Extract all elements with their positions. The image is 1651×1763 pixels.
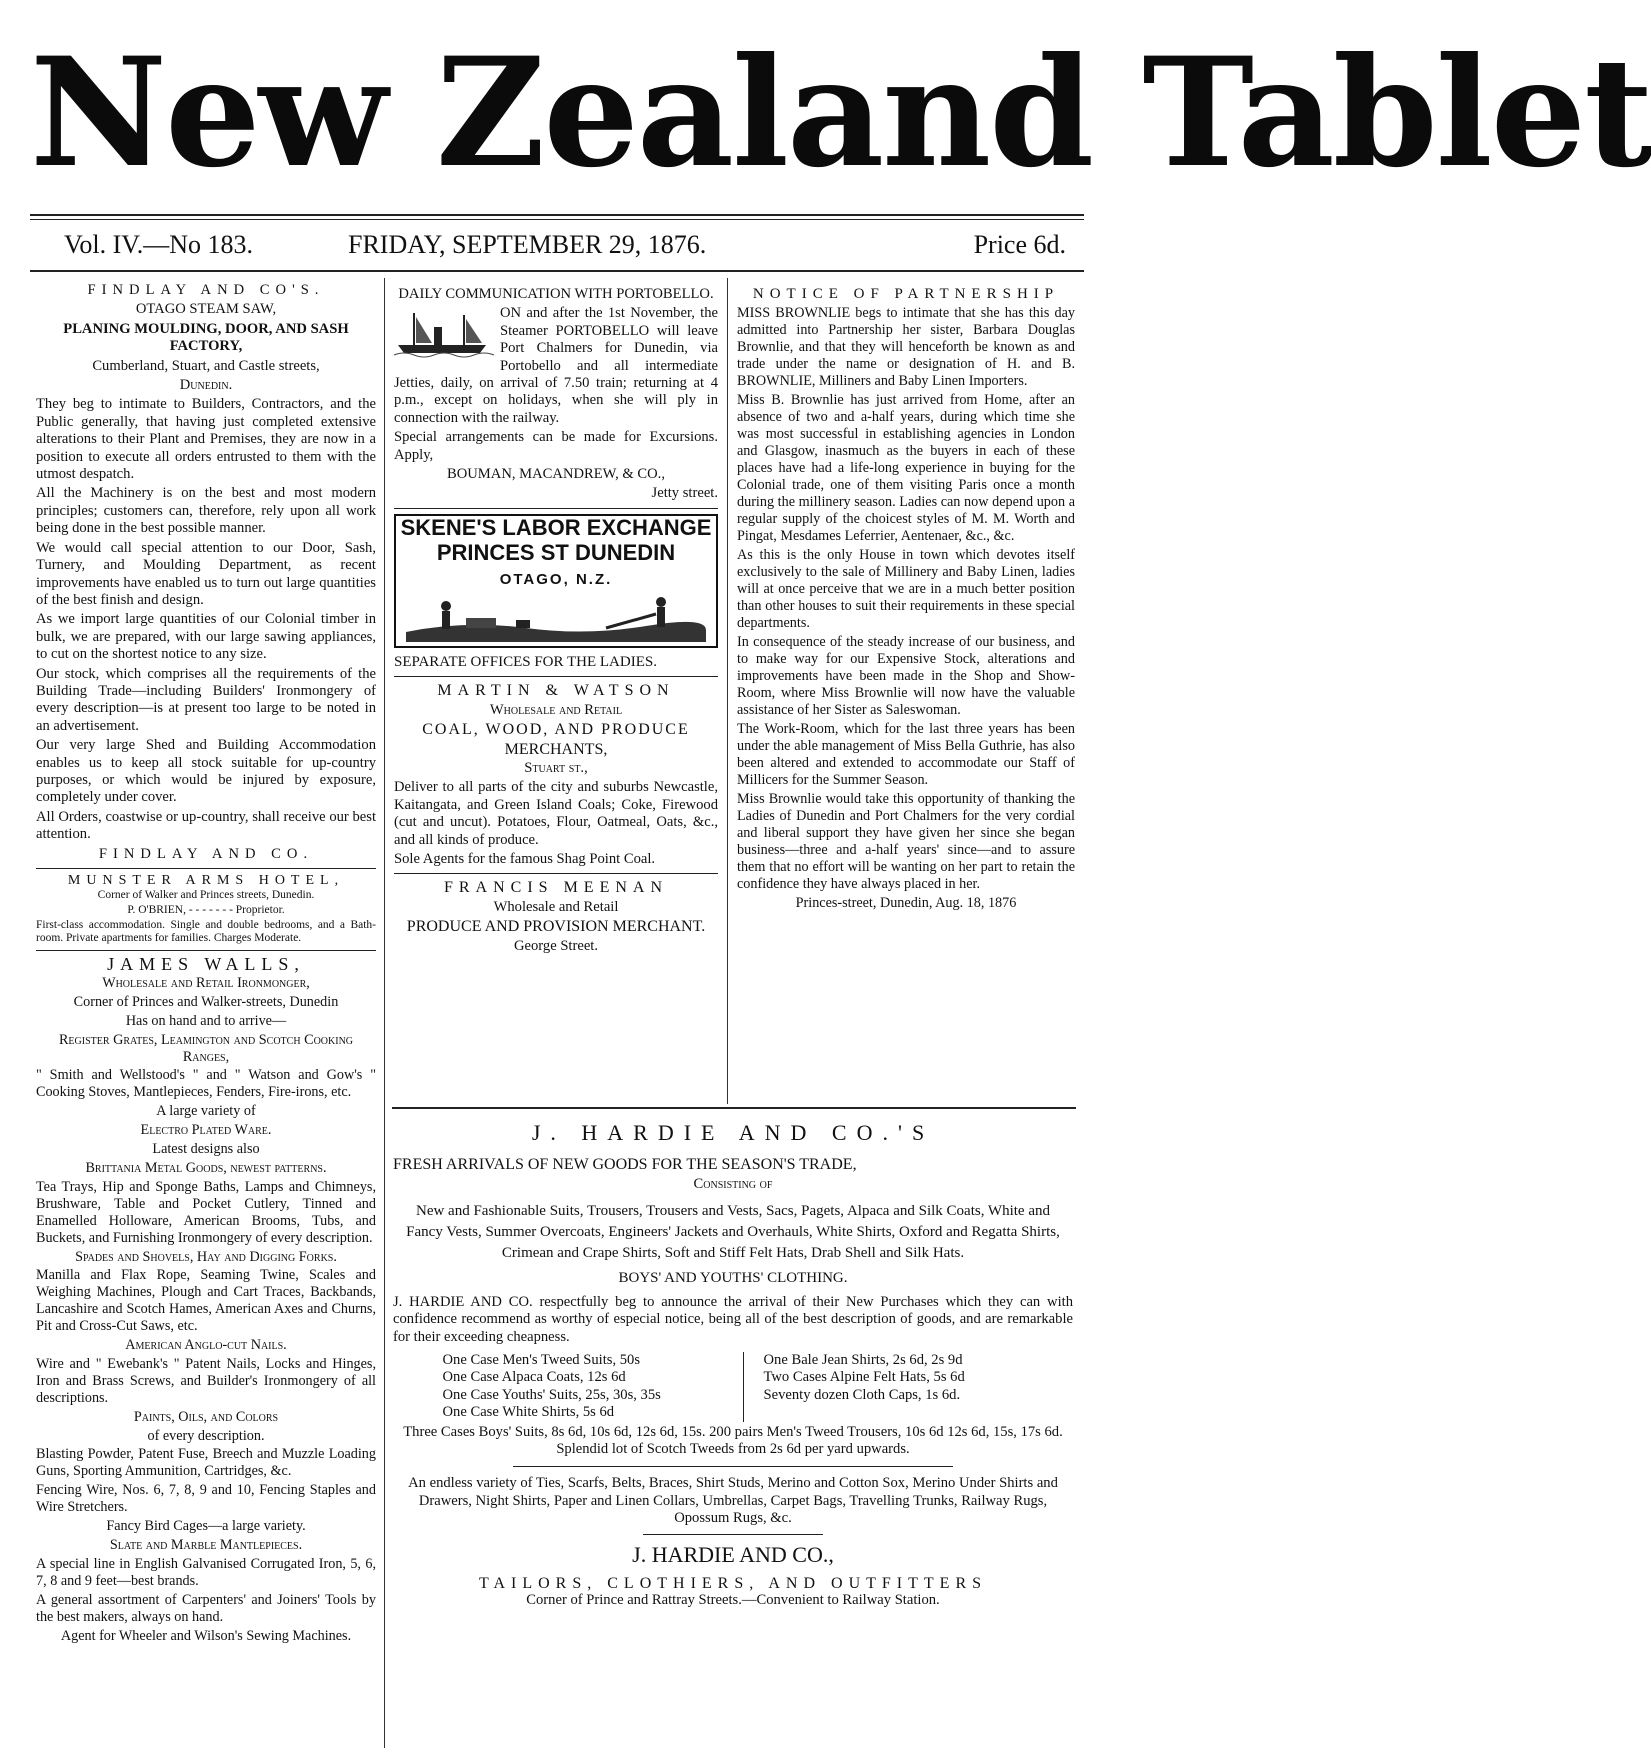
masthead-rule-thin [30,219,1084,220]
portobello-body: Special arrangements can be made for Excursions. Apply, [394,429,718,463]
column-divider [727,278,728,1104]
walls-line: Has on hand and to arrive— [125,1012,287,1029]
findlay-paragraph: All Orders, coastwise or up-country, shall receive our best attention. [36,808,376,843]
martin-line: COAL, WOOD, AND PRODUCE [422,721,690,739]
meenan-advert [394,879,718,955]
walls-line: of every description. [147,1427,265,1444]
divider [394,508,718,509]
divider [513,1466,953,1467]
findlay-city: Dunedin. [179,377,233,394]
divider [394,873,718,874]
portobello-signature: BOUMAN, MACANDREW, & CO., [447,466,665,483]
brownlie-signature: Princes-street, Dunedin, Aug. 18, 1876 [795,895,1017,911]
walls-line: Spades and Shovels, Hay and Digging Forks. [75,1248,337,1265]
hardie-address: Corner of Prince and Rattray Streets.—Convenient to Railway Station. [526,1592,940,1609]
martin-heading: MARTIN & WATSON [437,682,675,700]
martin-line: MERCHANTS, [504,740,608,758]
walls-line: Fencing Wire, Nos. 6, 7, 8, 9 and 10, Fencing Staples and Wire Stretchers. [36,1482,376,1516]
hardie-price-list-right [744,1352,1024,1422]
hardie-consisting: Consisting of [693,1176,773,1192]
findlay-heading: FINDLAY AND CO'S. [87,282,325,298]
walls-line: A special line in English Galvanised Corrugated Iron, 5, 6, 7, 8 and 9 feet—best brands. [36,1555,376,1589]
hardie-signature: J. HARDIE AND CO., [632,1541,834,1567]
section-rule [392,1107,1076,1109]
divider [643,1534,823,1535]
masthead-rule [30,214,1084,216]
martin-body: Deliver to all parts of the city and suburbs Newcastle, Kaitangata, and Green Island Coals; Coke, Firewood (cut and uncut). Potatoes, Flour, Oatmeal, Oats, &c., and all kinds of produce. [394,779,718,848]
findlay-sub1: OTAGO STEAM SAW, [135,301,277,318]
munster-line: P. O'BRIEN, - - - - - - - Proprietor. [127,904,285,916]
munster-advert [36,874,376,945]
walls-heading: JAMES WALLS, [107,954,305,974]
martin-advert [394,682,718,868]
portobello-advert [394,286,718,503]
brownlie-paragraph: Miss B. Brownlie has just arrived from Home, after an absence of two and a-half years, during which time she was most successful in establishing agencies in London and Glasgow, inasmuch as the buyers in each of these places have had a life-long experience in buying for the Colonial trade, one of them visiting Paris once a month during the millinery season. Ladies can now depend upon a regular supply of the choicest styles of M. M. Worth and Pingat, Mesdames Leferrier, Aentenaer, &c., &c. [737,392,1075,544]
hardie-announcement: J. HARDIE AND CO. respectfully beg to announce the arrival of their New Purchases which they can with confidence recommend as worthy of especial notice, being all of the best description of goods, and are remarkable for their exceeding cheapness. [393,1293,1073,1345]
findlay-paragraph: They beg to intimate to Builders, Contractors, and the Public generally, that having just completed extensive alterations to their Plant and Premises, they are now in a position to execute all orders entrusted to them with the utmost despatch. [36,396,376,483]
portobello-heading: DAILY COMMUNICATION WITH PORTOBELLO. [398,286,714,302]
meenan-line: George Street. [513,937,599,954]
findlay-paragraph: We would call special attention to our Door, Sash, Turnery, and Moulding Department, as recent improvements have enabled us to turn out large quantities of the best finish and design. [36,539,376,608]
walls-line: Electro Plated Ware. [140,1122,272,1139]
skene-offices: SEPARATE OFFICES FOR THE LADIES. [394,653,657,670]
column-left [36,282,376,1646]
munster-heading: MUNSTER ARMS HOTEL, [67,873,345,888]
findlay-advert [36,282,376,863]
hardie-boys-suits: Three Cases Boys' Suits, 8s 6d, 10s 6d, 12s 6d, 15s. 200 pairs Men's Tweed Trousers, 10s 6d 12s 6d, 15s, 17s 6d. Splendid lot of Scotch Tweeds from 2s 6d per yard upwards. [403,1423,1063,1458]
findlay-signature: FINDLAY AND CO. [98,845,314,862]
divider [394,676,718,677]
price-item: Seventy dozen Cloth Caps, 1s 6d. [763,1386,961,1403]
hardie-boys-heading: BOYS' AND YOUTHS' CLOTHING. [618,1270,848,1287]
portobello-signature: Jetty street. [651,485,718,502]
walls-line: Manilla and Flax Rope, Seaming Twine, Scales and Weighing Machines, Plough and Cart Traces, Backbands, Lancashire and Scotch Hames, American Axes and Churns, Pit and Cross-Cut Saws, etc. [36,1267,376,1335]
masthead-title: New Zealand Tablet [30,25,1651,201]
findlay-paragraph: Our very large Shed and Building Accommodation enables us to keep all stock suitable for up-country purposes, or which would be injured by exposure, completely under cover. [36,737,376,806]
skene-title: SKENE'S LABOR EXCHANGE [400,514,712,540]
brownlie-heading: NOTICE OF PARTNERSHIP [752,286,1060,302]
walls-line: Slate and Marble Mantlepieces. [109,1537,303,1553]
brownlie-paragraph: The Work-Room, which for the last three years has been under the able management of Miss Bella Guthrie, has also been altered and extended to accommodate our Staff of Millicers for the Summer Season. [737,721,1075,788]
walls-line: Tea Trays, Hip and Sponge Baths, Lamps and Chimneys, Brushware, Table and Pocket Cutlery, Tinned and Enamelled Holloware, American Brooms, Tubs, and Buckets, and Furnishing Ironmongery of every description. [36,1178,376,1246]
brownlie-paragraph: As this is the only House in town which devotes itself exclusively to the sale of Millinery and Baby Linen, ladies will at once perceive that we are in a much better position than other houses to suit their requirements in these special departments. [737,547,1075,631]
walls-line: Brittania Metal Goods, newest patterns. [85,1159,327,1176]
column-divider [384,278,385,1748]
walls-line: " Smith and Wellstood's " and " Watson and Gow's " Cooking Stoves, Mantlepieces, Fenders, Fire-irons, etc. [36,1067,376,1101]
brownlie-paragraph: MISS BROWNLIE begs to intimate that she has this day admitted into Partnership her sister, Barbara Douglas Brownlie, and that they will henceforth be known as and trade under the name or designation of H. and B. BROWNLIE, Milliners and Baby Linen Importers. [737,305,1075,389]
dateline-rule [30,270,1084,272]
meenan-sub: Wholesale and Retail [493,898,619,915]
column-middle [394,286,718,957]
volume-number: Vol. IV.—No 183. [64,230,254,259]
walls-line: A general assortment of Carpenters' and Joiners' Tools by the best makers, always on hand. [36,1591,376,1625]
price-item: Two Cases Alpine Felt Hats, 5s 6d [763,1369,965,1386]
walls-line: Corner of Princes and Walker-streets, Dunedin [73,993,339,1010]
meenan-line: PRODUCE AND PROVISION MERCHANT. [406,918,706,936]
hardie-endless-variety: An endless variety of Ties, Scarfs, Belts, Braces, Shirt Studs, Merino and Cotton Sox, Merino Under Shirts and Drawers, Night Shirts, Paper and Linen Collars, Umbrellas, Carpet Bags, Travelling Trunks, Railway Rugs, Opossum Rugs, &c. [408,1475,1058,1527]
martin-sub: Wholesale and Retail [489,701,623,718]
walls-line: American Anglo-cut Nails. [125,1337,287,1354]
martin-body: Sole Agents for the famous Shag Point Coal. [394,850,656,867]
findlay-paragraph: All the Machinery is on the best and most modern principles; customers can, therefore, rely upon all work being done in the best possible manner. [36,485,376,537]
findlay-paragraph: As we import large quantities of our Colonial timber in bulk, we are prepared, with our large sawing appliances, to cut on the shortest notice to any size. [36,611,376,663]
walls-line: Wire and " Ewebank's " Patent Nails, Locks and Hinges, Iron and Brass Screws, and Builder's Ironmongery of all descriptions. [36,1355,376,1406]
meenan-heading: FRANCIS MEENAN [443,879,668,897]
findlay-address: Cumberland, Stuart, and Castle streets, [92,357,320,374]
hardie-goods-list: New and Fashionable Suits, Trousers, Trousers and Vests, Sacs, Pagets, Alpaca and Silk Coats, White and Fancy Vests, Summer Overcoats, Engineers' Jackets and Overhauls, White Shirts, Oxford and Regatta Shirts, Crimean and Crape Shirts, Soft and Stiff Felt Hats, Drab Shell and Silk Hats. [406,1203,1060,1262]
walls-line: A large variety of [156,1103,256,1120]
divider [36,868,376,869]
walls-line: Wholesale and Retail Ironmonger, [102,974,310,991]
hardie-price-list-left [443,1352,744,1422]
skene-street: PRINCES ST DUNEDIN [436,539,676,565]
hardie-heading: J. HARDIE AND CO.'S [531,1120,935,1145]
divider [36,950,376,951]
hardie-advert [393,1118,1073,1610]
skene-banner [394,514,718,648]
price-item: One Case White Shirts, 5s 6d [442,1404,615,1421]
munster-line: Corner of Walker and Princes streets, Dunedin. [97,889,315,901]
findlay-paragraph: Our stock, which comprises all the requirements of the Building Trade—including Builders' Ironmongery of every description—is at present too large to be noted in an advertisement. [36,665,376,734]
issue-date: FRIDAY, SEPTEMBER 29, 1876. [348,230,707,259]
walls-line: Fancy Bird Cages—a large variety. [106,1518,306,1535]
hardie-trade: TAILORS, CLOTHIERS, AND OUTFITTERS [478,1574,988,1592]
walls-advert [36,956,376,1644]
issue-price: Price 6d. [973,230,1066,259]
masthead [30,18,1651,208]
findlay-sub2: PLANING MOULDING, DOOR, AND SASH FACTORY, [63,320,349,355]
munster-line: First-class accommodation. Single and double bedrooms, and a Bath-room. Private apartments for families. Charges Moderate. [36,919,376,944]
skene-location: OTAGO, N.Z. [499,570,613,588]
hardie-fresh-arrivals: FRESH ARRIVALS OF NEW GOODS FOR THE SEASON'S TRADE, [393,1156,857,1173]
brownlie-paragraph: Miss Brownlie would take this opportunity of thanking the Ladies of Dunedin and Port Chalmers for the very cordial and liberal support they have given her since she began business—three and a-half years' since—and to assure them that no effort will be wanting on her part to retain the confidence they have always placed in her. [737,791,1075,892]
column-right [737,286,1075,914]
portobello-body: ON and after the 1st November, the Steamer PORTOBELLO will leave Port Chalmers for Dunedin, via Portobello and all intermediate Jetties, daily, on arrival of 7.50 train; returning at 4 p.m., except on holidays, when she will ply in connection with the railway. [394,305,718,426]
skene-advert [394,514,718,671]
price-item: One Bale Jean Shirts, 2s 6d, 2s 9d [763,1352,963,1369]
labor-scene-illustration [406,592,706,642]
walls-line: Blasting Powder, Patent Fuse, Breech and Muzzle Loading Guns, Sporting Ammunition, Cartridges, &c. [36,1446,376,1480]
dateline [40,230,1074,266]
hardie-price-list [393,1352,1073,1422]
steamer-illustration [394,307,494,359]
walls-line: Register Grates, Leamington and Scotch Cooking Ranges, [58,1031,354,1065]
walls-line: Agent for Wheeler and Wilson's Sewing Machines. [60,1627,352,1644]
walls-line: Latest designs also [152,1141,260,1158]
martin-line: Stuart st., [524,759,588,776]
price-item: One Case Youths' Suits, 25s, 30s, 35s [442,1386,661,1403]
price-item: One Case Men's Tweed Suits, 50s [442,1352,641,1369]
walls-line: Paints, Oils, and Colors [133,1408,279,1425]
price-item: One Case Alpaca Coats, 12s 6d [442,1369,626,1386]
brownlie-paragraph: In consequence of the steady increase of our business, and to make way for our Expensive Stock, alterations and improvements have been made in the Shop and Show-Room, where Miss Brownlie will now have the valuable assistance of her Sister as Saleswoman. [737,634,1075,718]
